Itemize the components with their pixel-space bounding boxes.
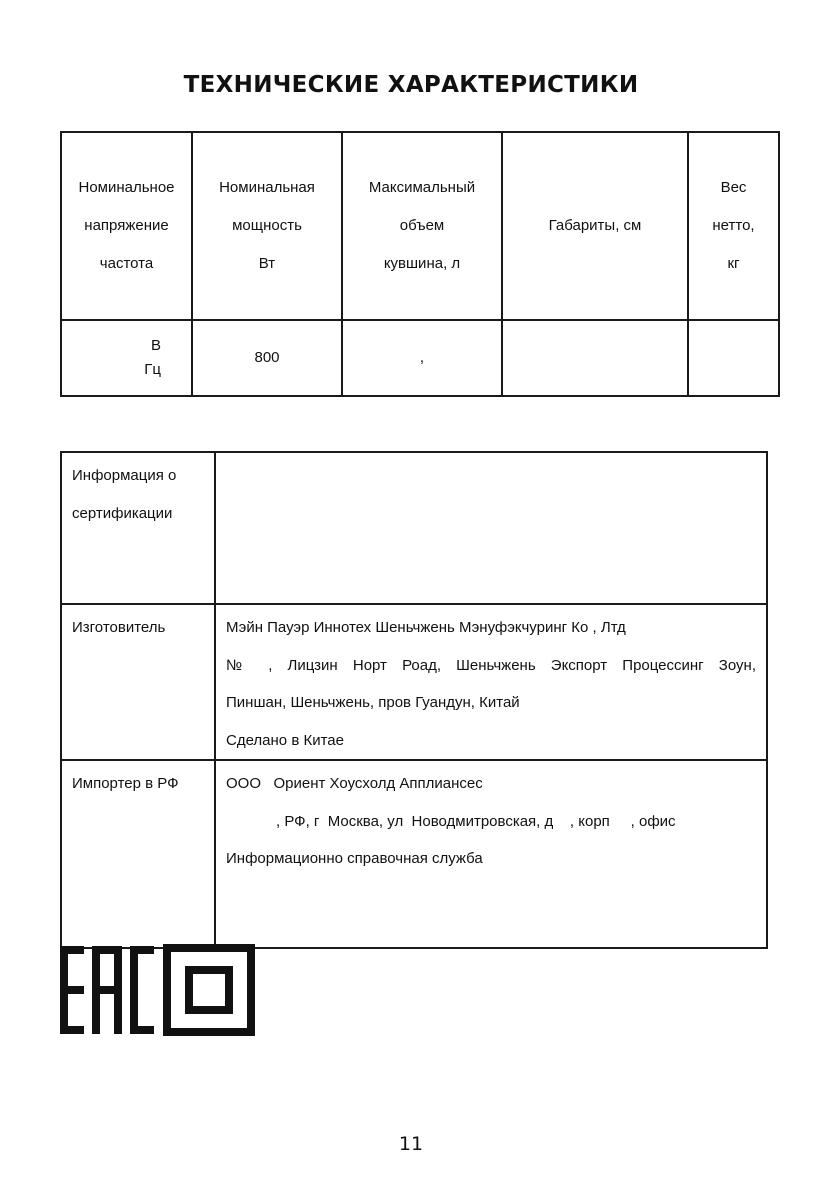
header-dimensions	[502, 132, 688, 320]
header-power-line: Вт	[258, 255, 276, 272]
info-table	[60, 451, 768, 949]
manufacturer-row	[61, 604, 767, 760]
header-volume-line: кувшина, л	[383, 255, 461, 272]
header-power-line: мощность	[232, 217, 302, 234]
value-dimensions	[502, 320, 688, 396]
certification-label	[61, 452, 215, 604]
importer-label: Импортер в РФ	[61, 760, 215, 948]
header-volume-line: Максимальный	[368, 179, 476, 196]
importer-line: , РФ, г Москва, ул Новодмитровская, д , корп , офис	[226, 812, 676, 830]
specs-values-row	[61, 320, 779, 396]
importer-line: ООО Ориент Хоусхолд Апплиансес	[226, 775, 483, 792]
specs-header-row	[61, 132, 779, 320]
manufacturer-label: Изготовитель	[61, 604, 215, 760]
page-title: ТЕХНИЧЕСКИЕ ХАРАКТЕРИСТИКИ	[183, 72, 639, 98]
header-weight	[688, 132, 779, 320]
eac-mark-logo	[60, 942, 256, 1036]
header-weight-line: кг	[727, 255, 740, 272]
manufacturer-line: № , Лицзин Норт Роад, Шеньчжень Экспорт Процессинг Зоун,	[226, 656, 756, 674]
header-weight-line: нетто,	[712, 217, 755, 234]
header-voltage	[61, 132, 192, 320]
header-power-line: Номинальная	[219, 179, 315, 196]
certification-label-line: сертификации	[72, 505, 173, 522]
header-weight-line: Вес	[720, 179, 747, 196]
certification-row	[61, 452, 767, 604]
importer-row	[61, 760, 767, 948]
header-voltage-line: частота	[99, 255, 154, 272]
importer-value	[215, 760, 767, 948]
double-insulation-icon	[167, 948, 251, 1032]
certification-value	[215, 452, 767, 604]
importer-line: Информационно справочная служба	[226, 850, 483, 867]
header-volume	[342, 132, 502, 320]
value-volume: ,	[342, 320, 502, 396]
header-volume-line: объем	[399, 217, 445, 234]
manufacturer-line: Пиншан, Шеньчжень, пров Гуандун, Китай	[226, 694, 520, 711]
frequency-unit: Гц	[144, 361, 161, 378]
specs-table	[60, 131, 780, 397]
certification-label-line: Информация о	[72, 467, 177, 484]
value-power: 800	[192, 320, 342, 396]
manufacturer-line: Мэйн Пауэр Иннотех Шеньчжень Мэнуфэкчуринг Ко , Лтд	[226, 619, 626, 636]
value-weight	[688, 320, 779, 396]
header-voltage-line: напряжение	[84, 217, 169, 234]
header-dimensions-line: Габариты, см	[548, 217, 642, 234]
voltage-unit: В	[150, 337, 161, 354]
value-voltage	[61, 320, 192, 396]
page-number: 11	[398, 1133, 424, 1155]
header-voltage-line: Номинальное	[78, 179, 175, 196]
header-power	[192, 132, 342, 320]
manufacturer-line: Сделано в Китае	[226, 731, 344, 749]
manufacturer-value	[215, 604, 767, 760]
